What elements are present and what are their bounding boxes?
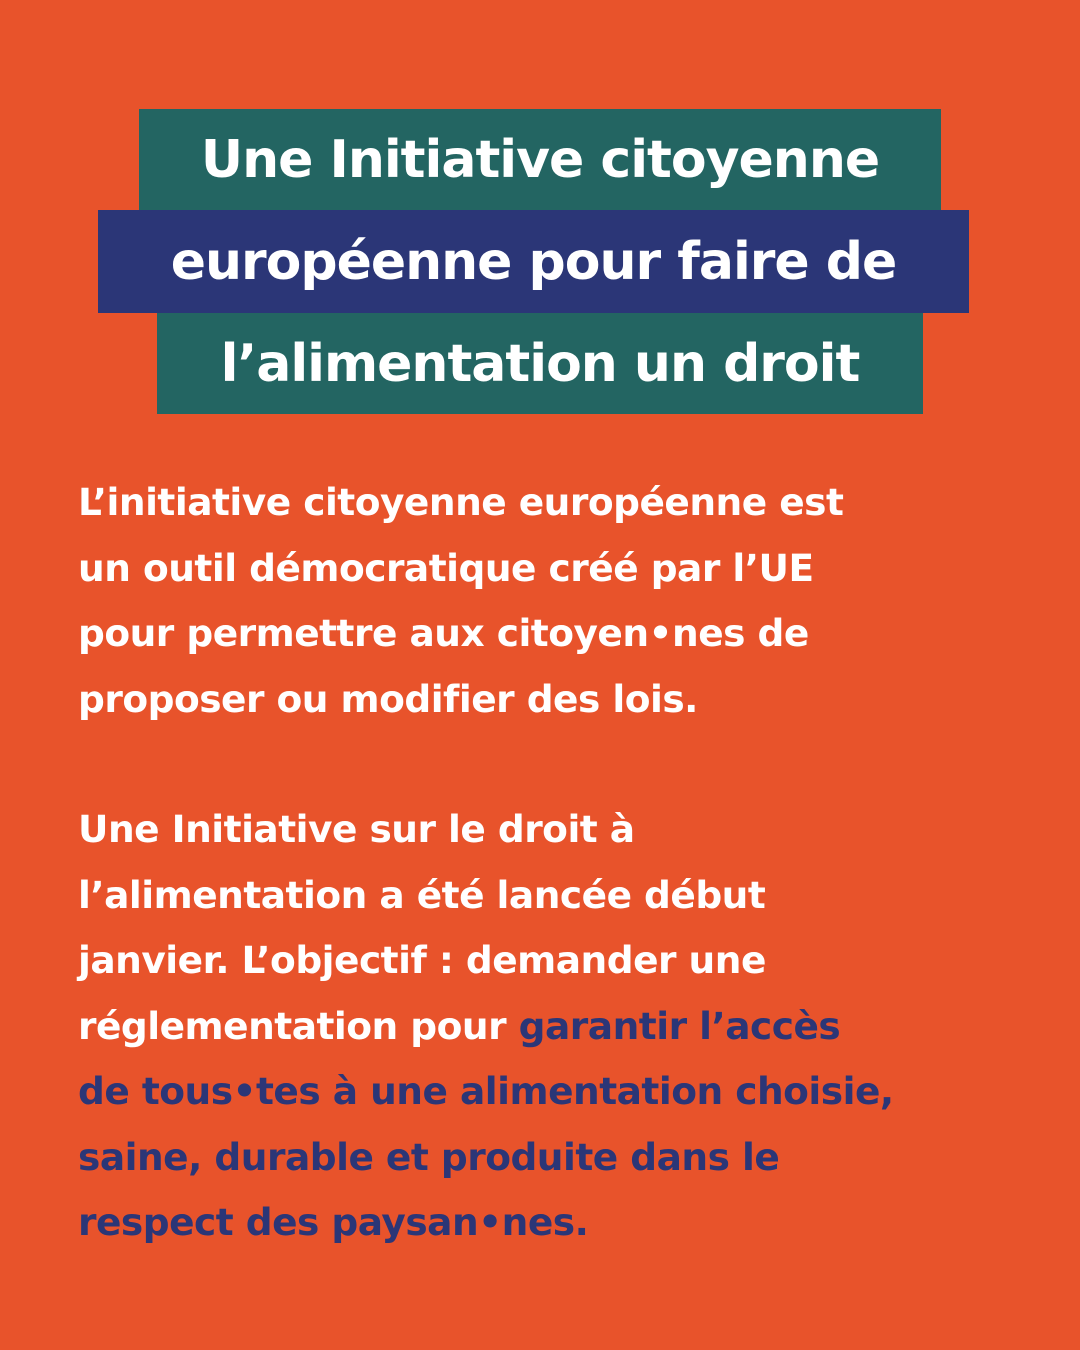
title-line-1-band: [139, 109, 941, 210]
intro-line: un outil démocratique créé par l’UE: [78, 545, 814, 590]
title-line-1: Une Initiative citoyenne: [200, 129, 880, 190]
objective-line: janvier. L’objectif : demander une: [78, 938, 766, 982]
objective-text: réglementation pour: [78, 1003, 519, 1048]
objective-highlight: garantir l’accès: [518, 1003, 841, 1048]
intro-line: pour permettre aux citoyen•nes de: [78, 611, 809, 655]
title-line-3-band: [157, 313, 923, 414]
title-line-2-band: [98, 210, 969, 313]
title-line-3: l’alimentation un droit: [220, 333, 860, 394]
title-line-2: européenne pour faire de: [170, 231, 897, 292]
objective-paragraph: [78, 797, 1038, 1256]
intro-line: L’initiative citoyenne européenne est: [78, 480, 844, 524]
intro-paragraph: [78, 470, 1038, 732]
objective-highlight-line: de tous•tes à une alimentation choisie,: [78, 1069, 894, 1113]
objective-line: Une Initiative sur le droit à: [78, 807, 635, 851]
objective-line: l’alimentation a été lancée début: [78, 872, 766, 917]
intro-line: proposer ou modifier des lois.: [78, 676, 698, 721]
objective-highlight-line: respect des paysan•nes.: [78, 1200, 589, 1244]
objective-line-mixed: [78, 994, 1038, 1060]
objective-highlight-line: saine, durable et produite dans le: [78, 1134, 780, 1179]
